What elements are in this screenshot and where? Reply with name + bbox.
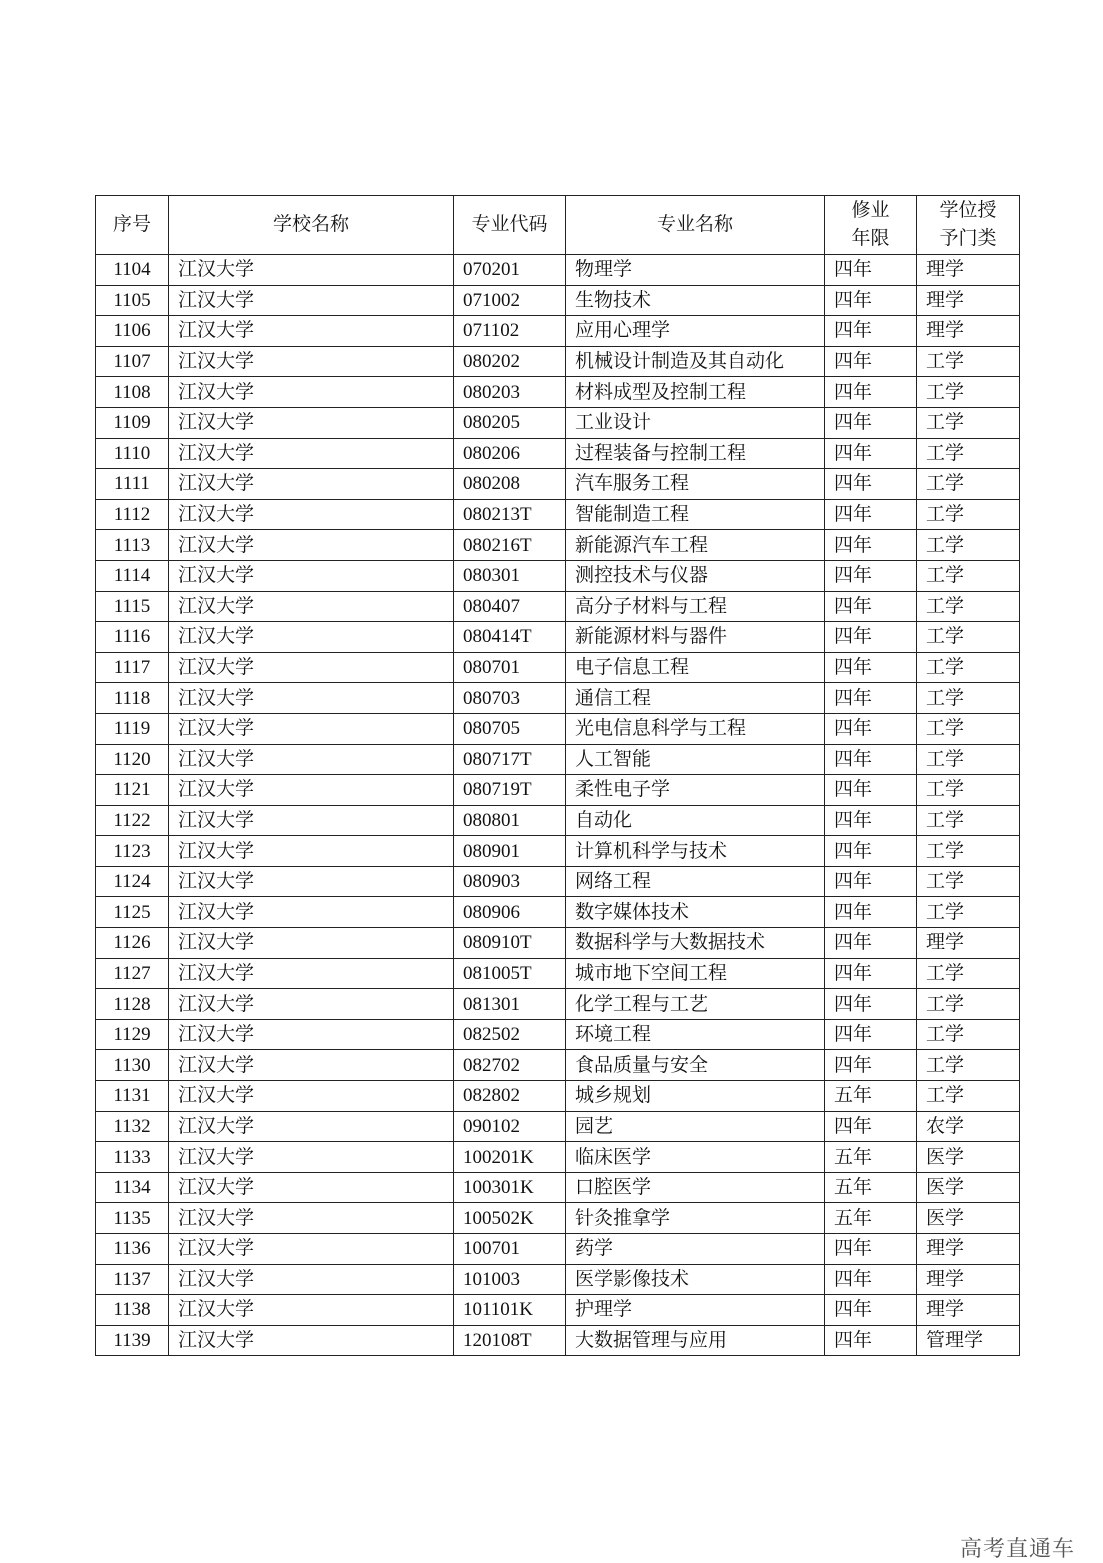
school-cell: 江汉大学 xyxy=(169,622,454,653)
degree-cell: 工学 xyxy=(917,989,1020,1020)
school-cell: 江汉大学 xyxy=(169,683,454,714)
table-row xyxy=(96,1142,1020,1173)
watermark: 高考直通车 xyxy=(959,1537,1075,1562)
seq-cell: 1108 xyxy=(96,377,169,408)
code-cell: 080719T xyxy=(454,775,566,806)
years-cell: 四年 xyxy=(825,836,917,867)
years-cell: 四年 xyxy=(825,255,917,286)
seq-cell: 1113 xyxy=(96,530,169,561)
major-cell: 新能源材料与器件 xyxy=(566,622,825,653)
degree-cell: 理学 xyxy=(917,1234,1020,1265)
years-cell: 四年 xyxy=(825,285,917,316)
seq-cell: 1127 xyxy=(96,958,169,989)
years-cell: 四年 xyxy=(825,316,917,347)
major-cell: 通信工程 xyxy=(566,683,825,714)
degree-cell: 工学 xyxy=(917,713,1020,744)
seq-cell: 1118 xyxy=(96,683,169,714)
major-cell: 机械设计制造及其自动化 xyxy=(566,346,825,377)
table-row xyxy=(96,499,1020,530)
degree-cell: 理学 xyxy=(917,316,1020,347)
header-row xyxy=(96,196,1020,255)
degree-cell: 工学 xyxy=(917,683,1020,714)
school-cell: 江汉大学 xyxy=(169,285,454,316)
seq-cell: 1123 xyxy=(96,836,169,867)
seq-cell: 1126 xyxy=(96,928,169,959)
table-row xyxy=(96,316,1020,347)
code-cell: 080213T xyxy=(454,499,566,530)
degree-table xyxy=(95,195,1020,1356)
major-cell: 大数据管理与应用 xyxy=(566,1325,825,1356)
seq-cell: 1117 xyxy=(96,652,169,683)
header-code: 专业代码 xyxy=(454,196,566,255)
major-cell: 智能制造工程 xyxy=(566,499,825,530)
school-cell: 江汉大学 xyxy=(169,836,454,867)
years-cell: 四年 xyxy=(825,407,917,438)
code-cell: 080216T xyxy=(454,530,566,561)
header-major: 专业名称 xyxy=(566,196,825,255)
seq-cell: 1112 xyxy=(96,499,169,530)
major-cell: 自动化 xyxy=(566,805,825,836)
header-years xyxy=(825,196,917,255)
major-cell: 人工智能 xyxy=(566,744,825,775)
header-years-line2: 年限 xyxy=(851,228,890,249)
seq-cell: 1133 xyxy=(96,1142,169,1173)
table-row xyxy=(96,1325,1020,1356)
table-body xyxy=(96,255,1020,1356)
degree-cell: 工学 xyxy=(917,866,1020,897)
table-row xyxy=(96,897,1020,928)
years-cell: 五年 xyxy=(825,1081,917,1112)
major-cell: 光电信息科学与工程 xyxy=(566,713,825,744)
years-cell: 四年 xyxy=(825,346,917,377)
degree-cell: 工学 xyxy=(917,1081,1020,1112)
table-row xyxy=(96,836,1020,867)
degree-cell: 理学 xyxy=(917,255,1020,286)
school-cell: 江汉大学 xyxy=(169,928,454,959)
seq-cell: 1129 xyxy=(96,1019,169,1050)
school-cell: 江汉大学 xyxy=(169,438,454,469)
degree-cell: 医学 xyxy=(917,1142,1020,1173)
code-cell: 080208 xyxy=(454,469,566,500)
seq-cell: 1120 xyxy=(96,744,169,775)
degree-cell: 工学 xyxy=(917,530,1020,561)
years-cell: 五年 xyxy=(825,1203,917,1234)
seq-cell: 1115 xyxy=(96,591,169,622)
table-row xyxy=(96,560,1020,591)
years-cell: 四年 xyxy=(825,530,917,561)
school-cell: 江汉大学 xyxy=(169,560,454,591)
code-cell: 082702 xyxy=(454,1050,566,1081)
degree-cell: 工学 xyxy=(917,805,1020,836)
major-cell: 测控技术与仪器 xyxy=(566,560,825,591)
code-cell: 080903 xyxy=(454,866,566,897)
school-cell: 江汉大学 xyxy=(169,713,454,744)
school-cell: 江汉大学 xyxy=(169,377,454,408)
years-cell: 四年 xyxy=(825,622,917,653)
degree-cell: 工学 xyxy=(917,560,1020,591)
seq-cell: 1135 xyxy=(96,1203,169,1234)
degree-cell: 工学 xyxy=(917,346,1020,377)
code-cell: 100301K xyxy=(454,1172,566,1203)
seq-cell: 1121 xyxy=(96,775,169,806)
major-cell: 城市地下空间工程 xyxy=(566,958,825,989)
degree-cell: 理学 xyxy=(917,1295,1020,1326)
degree-cell: 工学 xyxy=(917,775,1020,806)
years-cell: 四年 xyxy=(825,438,917,469)
years-cell: 四年 xyxy=(825,713,917,744)
seq-cell: 1124 xyxy=(96,866,169,897)
years-cell: 四年 xyxy=(825,377,917,408)
major-cell: 园艺 xyxy=(566,1111,825,1142)
degree-cell: 工学 xyxy=(917,438,1020,469)
degree-cell: 管理学 xyxy=(917,1325,1020,1356)
code-cell: 100701 xyxy=(454,1234,566,1265)
years-cell: 四年 xyxy=(825,805,917,836)
seq-cell: 1105 xyxy=(96,285,169,316)
school-cell: 江汉大学 xyxy=(169,1325,454,1356)
years-cell: 四年 xyxy=(825,1019,917,1050)
table-row xyxy=(96,866,1020,897)
major-cell: 城乡规划 xyxy=(566,1081,825,1112)
major-cell: 生物技术 xyxy=(566,285,825,316)
major-cell: 应用心理学 xyxy=(566,316,825,347)
years-cell: 四年 xyxy=(825,499,917,530)
seq-cell: 1109 xyxy=(96,407,169,438)
code-cell: 081005T xyxy=(454,958,566,989)
table-row xyxy=(96,285,1020,316)
table-row xyxy=(96,1111,1020,1142)
major-cell: 网络工程 xyxy=(566,866,825,897)
school-cell: 江汉大学 xyxy=(169,1295,454,1326)
years-cell: 四年 xyxy=(825,591,917,622)
major-cell: 高分子材料与工程 xyxy=(566,591,825,622)
years-cell: 四年 xyxy=(825,775,917,806)
degree-cell: 工学 xyxy=(917,836,1020,867)
table-row xyxy=(96,805,1020,836)
seq-cell: 1111 xyxy=(96,469,169,500)
table-row xyxy=(96,407,1020,438)
seq-cell: 1104 xyxy=(96,255,169,286)
code-cell: 080202 xyxy=(454,346,566,377)
school-cell: 江汉大学 xyxy=(169,591,454,622)
code-cell: 082802 xyxy=(454,1081,566,1112)
years-cell: 四年 xyxy=(825,1050,917,1081)
table-row xyxy=(96,377,1020,408)
years-cell: 四年 xyxy=(825,1325,917,1356)
header-degree xyxy=(917,196,1020,255)
table-row xyxy=(96,989,1020,1020)
seq-cell: 1107 xyxy=(96,346,169,377)
table-row xyxy=(96,530,1020,561)
table-row xyxy=(96,713,1020,744)
table-row xyxy=(96,775,1020,806)
years-cell: 四年 xyxy=(825,958,917,989)
code-cell: 101101K xyxy=(454,1295,566,1326)
seq-cell: 1114 xyxy=(96,560,169,591)
header-degree-line2: 予门类 xyxy=(939,228,997,249)
code-cell: 080301 xyxy=(454,560,566,591)
code-cell: 071102 xyxy=(454,316,566,347)
code-cell: 081301 xyxy=(454,989,566,1020)
code-cell: 090102 xyxy=(454,1111,566,1142)
major-cell: 口腔医学 xyxy=(566,1172,825,1203)
school-cell: 江汉大学 xyxy=(169,1050,454,1081)
years-cell: 五年 xyxy=(825,1142,917,1173)
code-cell: 100502K xyxy=(454,1203,566,1234)
table-row xyxy=(96,622,1020,653)
major-cell: 医学影像技术 xyxy=(566,1264,825,1295)
seq-cell: 1137 xyxy=(96,1264,169,1295)
code-cell: 100201K xyxy=(454,1142,566,1173)
school-cell: 江汉大学 xyxy=(169,1172,454,1203)
table-row xyxy=(96,1203,1020,1234)
years-cell: 四年 xyxy=(825,1234,917,1265)
code-cell: 080205 xyxy=(454,407,566,438)
school-cell: 江汉大学 xyxy=(169,866,454,897)
seq-cell: 1132 xyxy=(96,1111,169,1142)
major-cell: 针灸推拿学 xyxy=(566,1203,825,1234)
table-row xyxy=(96,652,1020,683)
table-row xyxy=(96,744,1020,775)
school-cell: 江汉大学 xyxy=(169,1081,454,1112)
table-row xyxy=(96,1295,1020,1326)
table-row xyxy=(96,1081,1020,1112)
table-row xyxy=(96,438,1020,469)
major-cell: 计算机科学与技术 xyxy=(566,836,825,867)
school-cell: 江汉大学 xyxy=(169,407,454,438)
years-cell: 四年 xyxy=(825,652,917,683)
major-cell: 工业设计 xyxy=(566,407,825,438)
school-cell: 江汉大学 xyxy=(169,744,454,775)
code-cell: 080717T xyxy=(454,744,566,775)
major-cell: 护理学 xyxy=(566,1295,825,1326)
seq-cell: 1139 xyxy=(96,1325,169,1356)
header-years-line1: 修业 xyxy=(851,200,890,221)
school-cell: 江汉大学 xyxy=(169,958,454,989)
code-cell: 080701 xyxy=(454,652,566,683)
code-cell: 080906 xyxy=(454,897,566,928)
years-cell: 四年 xyxy=(825,989,917,1020)
major-cell: 数字媒体技术 xyxy=(566,897,825,928)
major-cell: 环境工程 xyxy=(566,1019,825,1050)
major-cell: 临床医学 xyxy=(566,1142,825,1173)
school-cell: 江汉大学 xyxy=(169,652,454,683)
degree-cell: 医学 xyxy=(917,1203,1020,1234)
header-degree-line1: 学位授 xyxy=(939,200,997,221)
major-cell: 过程装备与控制工程 xyxy=(566,438,825,469)
major-cell: 数据科学与大数据技术 xyxy=(566,928,825,959)
years-cell: 四年 xyxy=(825,1295,917,1326)
years-cell: 四年 xyxy=(825,897,917,928)
code-cell: 080705 xyxy=(454,713,566,744)
major-cell: 化学工程与工艺 xyxy=(566,989,825,1020)
years-cell: 五年 xyxy=(825,1172,917,1203)
table-row xyxy=(96,469,1020,500)
years-cell: 四年 xyxy=(825,683,917,714)
code-cell: 120108T xyxy=(454,1325,566,1356)
school-cell: 江汉大学 xyxy=(169,255,454,286)
table-row xyxy=(96,1234,1020,1265)
header-seq: 序号 xyxy=(96,196,169,255)
table-row xyxy=(96,346,1020,377)
seq-cell: 1134 xyxy=(96,1172,169,1203)
degree-cell: 工学 xyxy=(917,652,1020,683)
seq-cell: 1131 xyxy=(96,1081,169,1112)
years-cell: 四年 xyxy=(825,560,917,591)
code-cell: 080910T xyxy=(454,928,566,959)
school-cell: 江汉大学 xyxy=(169,1264,454,1295)
seq-cell: 1110 xyxy=(96,438,169,469)
school-cell: 江汉大学 xyxy=(169,805,454,836)
school-cell: 江汉大学 xyxy=(169,469,454,500)
degree-cell: 工学 xyxy=(917,622,1020,653)
table-row xyxy=(96,958,1020,989)
code-cell: 080703 xyxy=(454,683,566,714)
degree-cell: 工学 xyxy=(917,897,1020,928)
code-cell: 071002 xyxy=(454,285,566,316)
degree-cell: 工学 xyxy=(917,407,1020,438)
major-cell: 物理学 xyxy=(566,255,825,286)
code-cell: 080901 xyxy=(454,836,566,867)
code-cell: 070201 xyxy=(454,255,566,286)
table-row xyxy=(96,1264,1020,1295)
degree-cell: 理学 xyxy=(917,285,1020,316)
degree-cell: 理学 xyxy=(917,928,1020,959)
degree-cell: 工学 xyxy=(917,958,1020,989)
seq-cell: 1128 xyxy=(96,989,169,1020)
school-cell: 江汉大学 xyxy=(169,989,454,1020)
school-cell: 江汉大学 xyxy=(169,1019,454,1050)
degree-cell: 医学 xyxy=(917,1172,1020,1203)
school-cell: 江汉大学 xyxy=(169,499,454,530)
table-row xyxy=(96,1019,1020,1050)
code-cell: 101003 xyxy=(454,1264,566,1295)
school-cell: 江汉大学 xyxy=(169,346,454,377)
code-cell: 080414T xyxy=(454,622,566,653)
table-row xyxy=(96,1050,1020,1081)
table-row xyxy=(96,1172,1020,1203)
years-cell: 四年 xyxy=(825,928,917,959)
code-cell: 080407 xyxy=(454,591,566,622)
degree-cell: 工学 xyxy=(917,499,1020,530)
school-cell: 江汉大学 xyxy=(169,316,454,347)
seq-cell: 1136 xyxy=(96,1234,169,1265)
code-cell: 082502 xyxy=(454,1019,566,1050)
school-cell: 江汉大学 xyxy=(169,1234,454,1265)
table-row xyxy=(96,255,1020,286)
major-cell: 食品质量与安全 xyxy=(566,1050,825,1081)
degree-cell: 工学 xyxy=(917,1019,1020,1050)
degree-cell: 工学 xyxy=(917,591,1020,622)
seq-cell: 1116 xyxy=(96,622,169,653)
major-cell: 材料成型及控制工程 xyxy=(566,377,825,408)
school-cell: 江汉大学 xyxy=(169,1203,454,1234)
table-header xyxy=(96,196,1020,255)
years-cell: 四年 xyxy=(825,866,917,897)
years-cell: 四年 xyxy=(825,469,917,500)
seq-cell: 1106 xyxy=(96,316,169,347)
table-row xyxy=(96,928,1020,959)
seq-cell: 1119 xyxy=(96,713,169,744)
seq-cell: 1122 xyxy=(96,805,169,836)
code-cell: 080206 xyxy=(454,438,566,469)
school-cell: 江汉大学 xyxy=(169,775,454,806)
major-cell: 柔性电子学 xyxy=(566,775,825,806)
code-cell: 080203 xyxy=(454,377,566,408)
school-cell: 江汉大学 xyxy=(169,897,454,928)
degree-cell: 工学 xyxy=(917,1050,1020,1081)
seq-cell: 1130 xyxy=(96,1050,169,1081)
major-cell: 药学 xyxy=(566,1234,825,1265)
degree-cell: 工学 xyxy=(917,377,1020,408)
school-cell: 江汉大学 xyxy=(169,1142,454,1173)
degree-cell: 农学 xyxy=(917,1111,1020,1142)
major-cell: 新能源汽车工程 xyxy=(566,530,825,561)
table-row xyxy=(96,683,1020,714)
major-cell: 电子信息工程 xyxy=(566,652,825,683)
years-cell: 四年 xyxy=(825,1264,917,1295)
major-cell: 汽车服务工程 xyxy=(566,469,825,500)
school-cell: 江汉大学 xyxy=(169,1111,454,1142)
school-cell: 江汉大学 xyxy=(169,530,454,561)
degree-cell: 工学 xyxy=(917,469,1020,500)
years-cell: 四年 xyxy=(825,744,917,775)
degree-cell: 理学 xyxy=(917,1264,1020,1295)
years-cell: 四年 xyxy=(825,1111,917,1142)
seq-cell: 1125 xyxy=(96,897,169,928)
code-cell: 080801 xyxy=(454,805,566,836)
seq-cell: 1138 xyxy=(96,1295,169,1326)
header-school: 学校名称 xyxy=(169,196,454,255)
degree-cell: 工学 xyxy=(917,744,1020,775)
table-row xyxy=(96,591,1020,622)
